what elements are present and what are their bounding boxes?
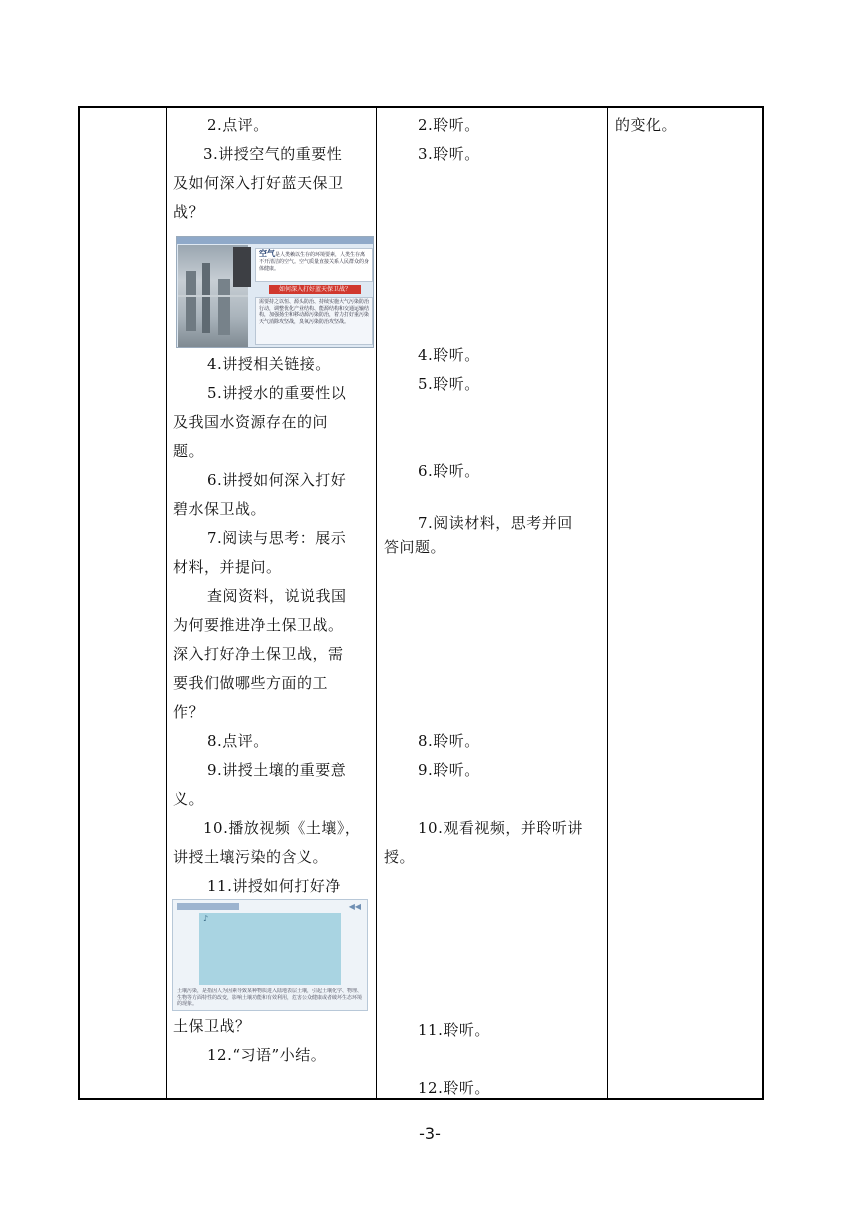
slide-title-bar	[177, 237, 374, 244]
student-line: 授。	[384, 848, 416, 866]
teacher-line: 作？	[173, 703, 205, 721]
teacher-line: 10.播放视频《土壤》，	[203, 819, 361, 837]
slide-text: 需要持之以恒、源头防治、持续实施大气污染防治行动，调整优化产业结构、能源结构和交通运输结构，加强扬尘和移动源污染防治，着力打好重污染天气消除攻坚战，臭氧污染防治攻坚战。	[255, 297, 373, 345]
page-number: -3-	[419, 1124, 441, 1143]
teacher-line: 材料，并提问。	[173, 558, 282, 576]
column-divider	[166, 108, 167, 1098]
teacher-line: 8.点评。	[207, 732, 269, 750]
teacher-line: 碧水保卫战。	[173, 500, 267, 518]
teacher-line: 及如何深入打好蓝天保卫	[173, 174, 344, 192]
slide-heading-word: 空气	[259, 248, 275, 258]
column-divider	[607, 108, 608, 1098]
teacher-line: 为何要推进净土保卫战。	[173, 616, 344, 634]
teacher-line: 11.讲授如何打好净	[207, 877, 341, 895]
teacher-line: 9.讲授土壤的重要意	[207, 761, 347, 779]
teacher-line: 6.讲授如何深入打好	[207, 471, 347, 489]
student-line: 2.聆听。	[418, 116, 480, 134]
teacher-line: 战？	[173, 203, 205, 221]
video-frame	[199, 913, 341, 985]
teacher-line: 3.讲授空气的重要性	[203, 145, 343, 163]
student-line: 12.聆听。	[418, 1079, 490, 1097]
teacher-line: 讲授土壤污染的含义。	[173, 848, 329, 866]
student-line: 8.聆听。	[418, 732, 480, 750]
slide-text: 土壤污染，是指因人为因素导致某种物质进入陆地表层土壤，引起土壤化学、物理、生物等方面特性的改变，影响土壤功能和有效利用，危害公众健康或者破坏生态环境的现象。	[177, 988, 363, 1007]
student-line: 4.聆听。	[418, 346, 480, 364]
soil-pollution-slide-image	[172, 899, 368, 1011]
student-line: 9.聆听。	[418, 761, 480, 779]
teacher-line: 题。	[173, 442, 205, 460]
teacher-line: 5.讲授水的重要性以	[207, 384, 347, 402]
teacher-line: 义。	[173, 790, 205, 808]
slide-arrow-icon: ◀◀	[348, 902, 361, 911]
teacher-line: 查阅资料，说说我国	[207, 587, 347, 605]
column-divider	[376, 108, 377, 1098]
student-line: 6.聆听。	[418, 462, 480, 480]
teacher-line: 4.讲授相关链接。	[207, 355, 331, 373]
student-line: 3.聆听。	[418, 145, 480, 163]
student-line: 7.阅读材料，思考并回	[418, 514, 573, 532]
teacher-line: 要我们做哪些方面的工	[173, 674, 329, 692]
teacher-line: 7.阅读与思考：展示	[207, 529, 347, 547]
intent-line: 的变化。	[615, 116, 678, 134]
student-line: 5.聆听。	[418, 375, 480, 393]
teacher-line: 及我国水资源存在的问	[173, 413, 329, 431]
slide-text: 是人类赖以生存的环境要素，人类生存离不开清洁的空气。空气质量直接关系人民群众的身体健康。	[259, 252, 370, 272]
student-line: 11.聆听。	[418, 1021, 490, 1039]
teacher-line: 2.点评。	[207, 116, 269, 134]
music-note-icon: ♪	[203, 914, 209, 923]
student-line: 答问题。	[384, 538, 447, 556]
slide-title-bar	[177, 903, 239, 910]
student-line: 10.观看视频，并聆听讲	[418, 819, 583, 837]
teacher-line: 12.“习语”小结。	[207, 1046, 327, 1064]
air-pollution-slide-image	[176, 236, 374, 348]
teacher-line: 土保卫战？	[173, 1017, 251, 1035]
slide-banner: 如何深入打好蓝天保卫战？	[269, 285, 361, 294]
teacher-line: 深入打好净土保卫战，需	[173, 645, 344, 663]
